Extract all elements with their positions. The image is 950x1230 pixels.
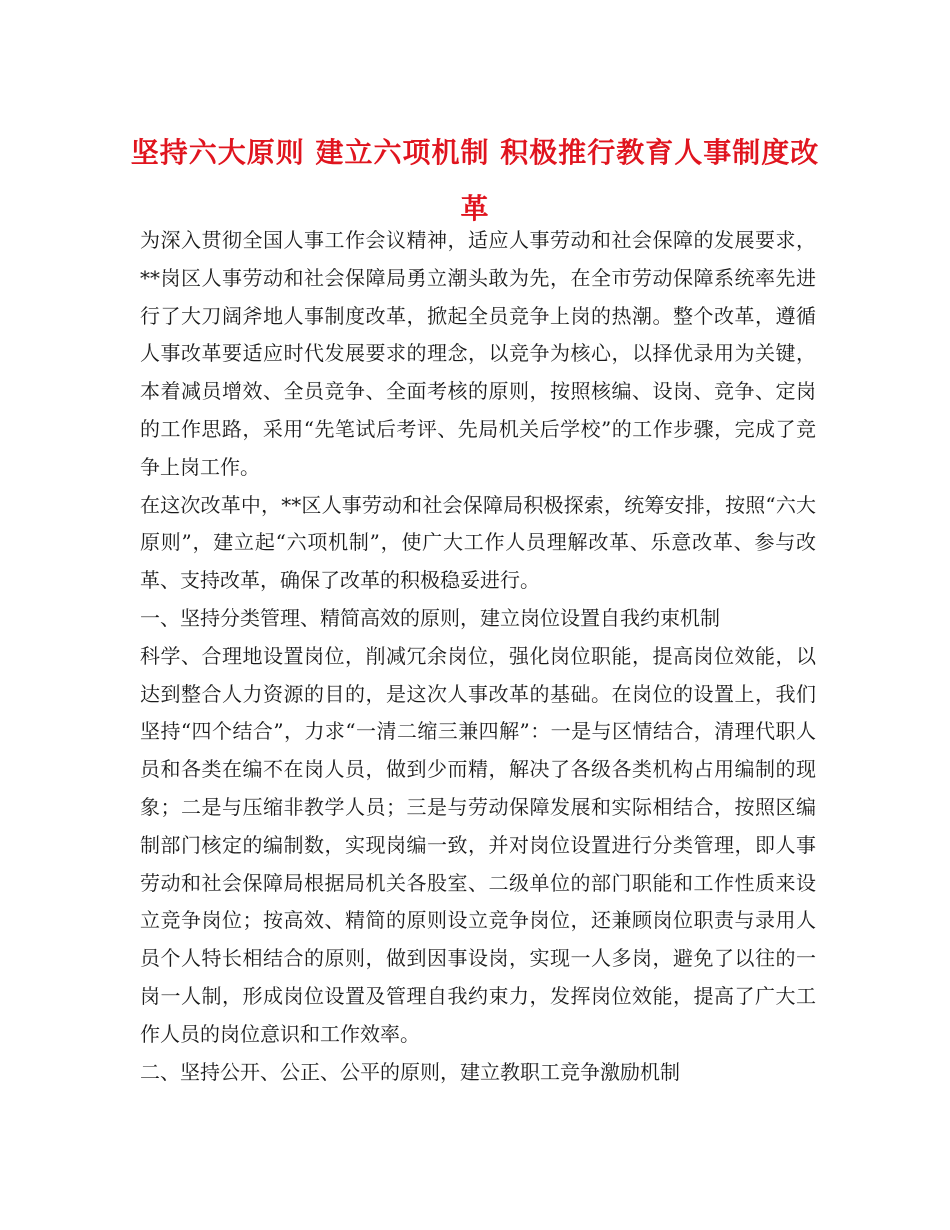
section-heading-1: 一、坚持分类管理、精简高效的原则，建立岗位设置自我约束机制 bbox=[140, 605, 720, 630]
paragraph-overview: 在这次改革中，**区人事劳动和社会保障局积极探索，统筹安排，按照“六大原则”，建立起“六项机制”，使广大工作人员理解改革、乐意改革、参与改革、支持改革，确保了改革的积极稳妥进行。 bbox=[140, 492, 816, 593]
paragraph-section-1: 科学、合理地设置岗位，削减冗余岗位，强化岗位职能，提高岗位效能，以达到整合人力资源的目的，是这次人事改革的基础。在岗位的设置上，我们坚持“四个结合”，力求“一清二缩三兼四解”：一是与区情结合，清理代职人员和各类在编不在岗人员，做到少而精，解决了各级各类机构占用编制的现象；二是与压缩非教学人员；三是与劳动保障发展和实际相结合，按照区编制部门核定的编制数，实现岗编一致，并对岗位设置进行分类管理，即人事劳动和社会保障局根据局机关各股室、二级单位的部门职能和工作性质来设立竞争岗位；按高效、精简的原则设立竞争岗位，还兼顾岗位职责与录用人员个人特长相结合的原则，做到因事设岗，实现一人多岗，避免了以往的一岗一人制，形成岗位设置及管理自我约束力，发挥岗位效能，提高了广大工作人员的岗位意识和工作效率。 bbox=[140, 643, 816, 1046]
section-heading-2: 二、坚持公开、公正、公平的原则，建立教职工竞争激励机制 bbox=[140, 1059, 680, 1084]
paragraph-intro: 为深入贯彻全国人事工作会议精神，适应人事劳动和社会保障的发展要求，**岗区人事劳动和社会保障局勇立潮头敢为先，在全市劳动保障系统率先进行了大刀阔斧地人事制度改革，掀起全员竞争上岗的热潮。整个改革，遵循人事改革要适应时代发展要求的理念，以竞争为核心，以择优录用为关键，本着减员增效、全员竞争、全面考核的原则，按照核编、设岗、竞争、定岗的工作思路，采用“先笔试后考评、先局机关后学校”的工作步骤，完成了竞争上岗工作。 bbox=[140, 228, 816, 479]
document-title: 坚持六大原则 建立六项机制 积极推行教育人事制度改革 bbox=[130, 136, 820, 225]
document-body bbox=[140, 222, 816, 1091]
